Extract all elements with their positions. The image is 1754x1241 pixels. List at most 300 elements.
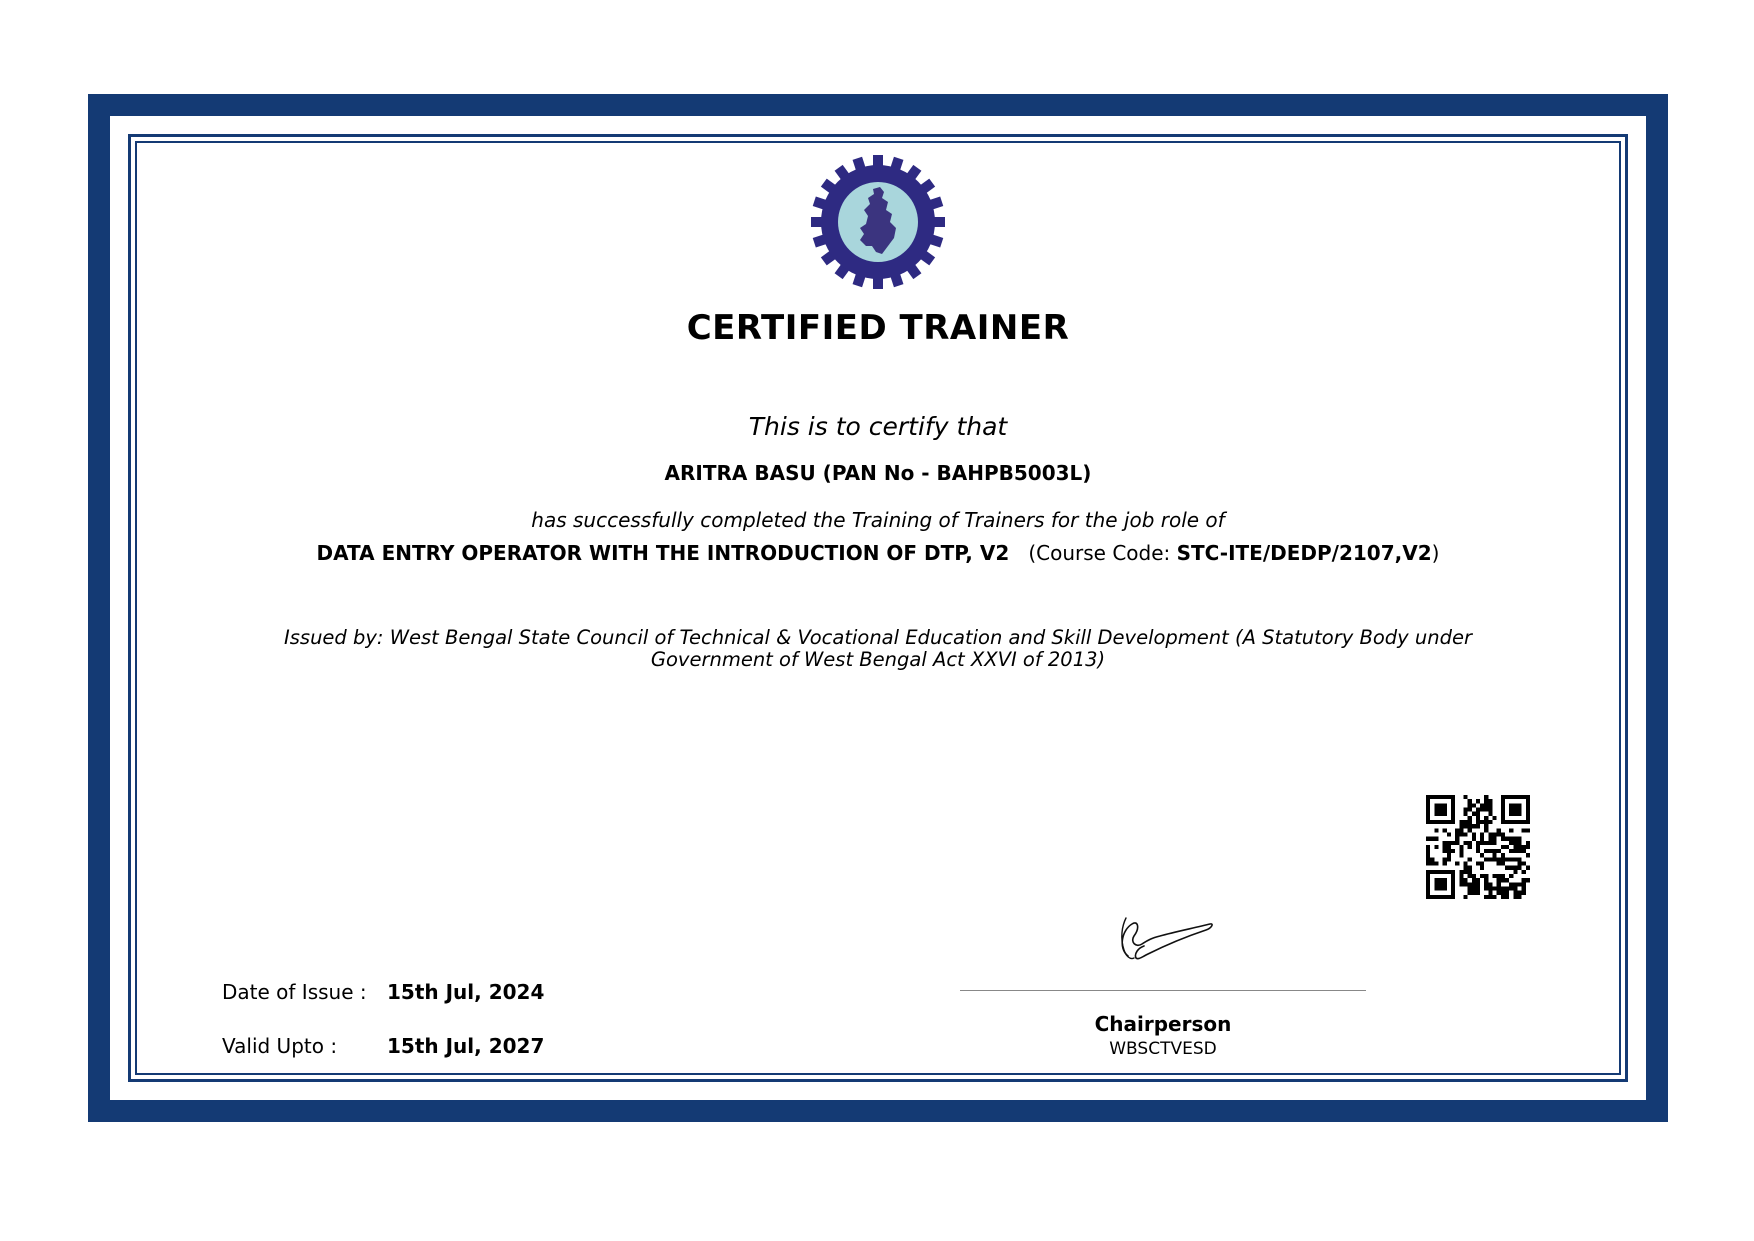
qr-module: [1438, 795, 1442, 799]
qr-module: [1509, 857, 1513, 861]
qr-module: [1513, 837, 1517, 841]
qr-module: [1463, 812, 1467, 816]
qr-module: [1459, 820, 1463, 824]
qr-module: [1518, 882, 1522, 886]
issued-by-line-1: Issued by: West Bengal State Council of Technical & Vocational Education and Skill Development (A Statutory Body under: [284, 626, 1472, 649]
qr-module: [1518, 895, 1522, 899]
qr-module: [1426, 799, 1430, 803]
qr-module: [1472, 803, 1476, 807]
qr-module: [1484, 807, 1488, 811]
qr-module: [1438, 803, 1442, 807]
qr-module: [1438, 882, 1442, 886]
qr-module: [1451, 841, 1455, 845]
qr-module: [1518, 807, 1522, 811]
qr-module: [1434, 887, 1438, 891]
qr-module: [1443, 803, 1447, 807]
qr-module: [1426, 853, 1430, 857]
qr-module: [1484, 895, 1488, 899]
qr-module: [1484, 803, 1488, 807]
qr-module: [1443, 857, 1447, 861]
qr-module: [1488, 857, 1492, 861]
qr-module: [1463, 895, 1467, 899]
qr-module: [1476, 862, 1480, 866]
qr-module: [1501, 807, 1505, 811]
qr-module: [1463, 807, 1467, 811]
qr-module: [1501, 816, 1505, 820]
qr-module: [1509, 837, 1513, 841]
qr-module: [1513, 807, 1517, 811]
qr-module: [1493, 887, 1497, 891]
qr-module: [1509, 812, 1513, 816]
qr-module: [1447, 845, 1451, 849]
issue-date-label: Date of Issue :: [222, 980, 367, 1004]
qr-module: [1430, 837, 1434, 841]
qr-module: [1438, 820, 1442, 824]
qr-module: [1501, 803, 1505, 807]
qr-module: [1472, 887, 1476, 891]
course-code: STC-ITE/DEDP/2107,V2: [1176, 541, 1432, 565]
qr-module: [1476, 882, 1480, 886]
qr-module: [1513, 795, 1517, 799]
qr-module: [1426, 845, 1430, 849]
qr-module: [1434, 882, 1438, 886]
qr-module: [1430, 795, 1434, 799]
qr-module: [1505, 795, 1509, 799]
qr-module: [1463, 862, 1467, 866]
qr-module: [1497, 849, 1501, 853]
qr-module: [1434, 812, 1438, 816]
qr-module: [1472, 832, 1476, 836]
qr-module: [1426, 807, 1430, 811]
qr-module: [1451, 878, 1455, 882]
qr-code-icon: [1426, 795, 1530, 899]
qr-module: [1451, 812, 1455, 816]
qr-module: [1434, 878, 1438, 882]
qr-module: [1472, 882, 1476, 886]
qr-module: [1484, 841, 1488, 845]
qr-module: [1438, 807, 1442, 811]
qr-module: [1501, 799, 1505, 803]
qr-module: [1509, 849, 1513, 853]
course-code-suffix: ): [1431, 541, 1440, 565]
qr-module: [1509, 795, 1513, 799]
qr-module: [1513, 803, 1517, 807]
qr-module: [1468, 820, 1472, 824]
qr-module: [1463, 841, 1467, 845]
qr-module: [1513, 841, 1517, 845]
qr-module: [1505, 857, 1509, 861]
qr-module: [1426, 803, 1430, 807]
qr-module: [1526, 799, 1530, 803]
qr-module: [1488, 807, 1492, 811]
qr-module: [1513, 887, 1517, 891]
qr-module: [1501, 845, 1505, 849]
qr-module: [1526, 841, 1530, 845]
qr-module: [1451, 816, 1455, 820]
qr-module: [1501, 874, 1505, 878]
qr-module: [1497, 862, 1501, 866]
qr-module: [1438, 895, 1442, 899]
qr-module: [1463, 878, 1467, 882]
qr-module: [1451, 799, 1455, 803]
qr-module: [1526, 816, 1530, 820]
qr-module: [1526, 795, 1530, 799]
qr-module: [1468, 891, 1472, 895]
qr-module: [1493, 874, 1497, 878]
qr-module: [1468, 799, 1472, 803]
qr-module: [1488, 803, 1492, 807]
qr-module: [1459, 882, 1463, 886]
qr-module: [1522, 862, 1526, 866]
qr-module: [1509, 807, 1513, 811]
qr-module: [1430, 820, 1434, 824]
qr-module: [1443, 887, 1447, 891]
qr-module: [1468, 816, 1472, 820]
issue-date-value: 15th Jul, 2024: [387, 980, 545, 1004]
qr-module: [1526, 820, 1530, 824]
signature-icon: [1108, 908, 1218, 968]
issued-by-text: [250, 627, 1506, 671]
qr-module: [1451, 870, 1455, 874]
qr-module: [1430, 870, 1434, 874]
qr-module: [1476, 878, 1480, 882]
qr-module: [1484, 882, 1488, 886]
qr-module: [1455, 832, 1459, 836]
qr-module: [1513, 812, 1517, 816]
qr-module: [1459, 878, 1463, 882]
qr-module: [1430, 895, 1434, 899]
qr-module: [1451, 887, 1455, 891]
qr-module: [1426, 849, 1430, 853]
qr-module: [1488, 891, 1492, 895]
qr-module: [1455, 841, 1459, 845]
qr-module: [1447, 841, 1451, 845]
qr-module: [1426, 870, 1430, 874]
qr-module: [1522, 845, 1526, 849]
qr-module: [1518, 857, 1522, 861]
qr-module: [1438, 878, 1442, 882]
qr-module: [1522, 820, 1526, 824]
qr-module: [1472, 891, 1476, 895]
qr-module: [1501, 887, 1505, 891]
qr-module: [1434, 807, 1438, 811]
qr-module: [1480, 866, 1484, 870]
qr-module: [1438, 887, 1442, 891]
qr-module: [1493, 841, 1497, 845]
qr-module: [1493, 857, 1497, 861]
qr-module: [1426, 895, 1430, 899]
qr-module: [1484, 816, 1488, 820]
qr-module: [1526, 878, 1530, 882]
qr-module: [1518, 845, 1522, 849]
qr-module: [1526, 828, 1530, 832]
qr-module: [1522, 849, 1526, 853]
qr-module: [1484, 874, 1488, 878]
qr-module: [1505, 895, 1509, 899]
qr-module: [1426, 837, 1430, 841]
qr-module: [1434, 803, 1438, 807]
signatory-title: Chairperson: [1094, 1012, 1232, 1036]
qr-module: [1509, 887, 1513, 891]
qr-module: [1447, 895, 1451, 899]
qr-module: [1451, 882, 1455, 886]
qr-module: [1501, 837, 1505, 841]
qr-module: [1472, 812, 1476, 816]
qr-module: [1463, 824, 1467, 828]
qr-module: [1438, 870, 1442, 874]
qr-module: [1484, 828, 1488, 832]
qr-module: [1426, 812, 1430, 816]
qr-module: [1443, 820, 1447, 824]
qr-module: [1518, 812, 1522, 816]
qr-module: [1505, 887, 1509, 891]
qr-module: [1451, 807, 1455, 811]
qr-module: [1476, 812, 1480, 816]
qr-module: [1434, 828, 1438, 832]
qr-module: [1513, 820, 1517, 824]
qr-module: [1476, 845, 1480, 849]
qr-module: [1509, 841, 1513, 845]
qr-module: [1430, 857, 1434, 861]
qr-module: [1426, 882, 1430, 886]
qr-module: [1459, 832, 1463, 836]
qr-module: [1451, 891, 1455, 895]
qr-module: [1468, 887, 1472, 891]
qr-module: [1472, 824, 1476, 828]
qr-module: [1443, 862, 1447, 866]
qr-module: [1488, 832, 1492, 836]
qr-module: [1468, 866, 1472, 870]
qr-module: [1501, 862, 1505, 866]
qr-module: [1505, 820, 1509, 824]
qr-module: [1434, 795, 1438, 799]
qr-module: [1443, 795, 1447, 799]
qr-module: [1459, 828, 1463, 832]
qr-module: [1426, 795, 1430, 799]
qr-module: [1459, 853, 1463, 857]
qr-module: [1493, 853, 1497, 857]
qr-module: [1451, 803, 1455, 807]
qr-module: [1447, 820, 1451, 824]
qr-module: [1459, 845, 1463, 849]
qr-module: [1501, 878, 1505, 882]
qr-module: [1513, 882, 1517, 886]
qr-module: [1509, 803, 1513, 807]
qr-module: [1526, 812, 1530, 816]
qr-module: [1480, 837, 1484, 841]
qr-module: [1480, 841, 1484, 845]
qr-module: [1451, 874, 1455, 878]
qr-module: [1518, 849, 1522, 853]
certificate-title: CERTIFIED TRAINER: [686, 308, 1070, 348]
qr-module: [1451, 795, 1455, 799]
qr-module: [1476, 849, 1480, 853]
course-code-prefix: (Course Code:: [1028, 541, 1177, 565]
qr-module: [1501, 895, 1505, 899]
qr-module: [1476, 799, 1480, 803]
qr-module: [1513, 857, 1517, 861]
qr-module: [1438, 812, 1442, 816]
qr-module: [1443, 841, 1447, 845]
qr-module: [1501, 795, 1505, 799]
qr-module: [1522, 795, 1526, 799]
qr-module: [1484, 887, 1488, 891]
qr-module: [1443, 849, 1447, 853]
qr-module: [1513, 845, 1517, 849]
qr-module: [1497, 882, 1501, 886]
qr-module: [1518, 841, 1522, 845]
qr-module: [1488, 799, 1492, 803]
qr-module: [1426, 857, 1430, 861]
qr-module: [1443, 812, 1447, 816]
qr-module: [1480, 874, 1484, 878]
qr-module: [1463, 795, 1467, 799]
job-role-line: [135, 541, 1621, 565]
qr-module: [1476, 824, 1480, 828]
qr-module: [1480, 862, 1484, 866]
qr-module: [1509, 866, 1513, 870]
qr-module: [1501, 857, 1505, 861]
qr-module: [1443, 807, 1447, 811]
qr-module: [1526, 866, 1530, 870]
qr-module: [1484, 795, 1488, 799]
qr-module: [1434, 870, 1438, 874]
qr-module: [1505, 837, 1509, 841]
qr-module: [1484, 849, 1488, 853]
qr-module: [1522, 870, 1526, 874]
qr-module: [1522, 878, 1526, 882]
qr-module: [1468, 807, 1472, 811]
qr-module: [1426, 820, 1430, 824]
qr-module: [1488, 820, 1492, 824]
qr-module: [1488, 849, 1492, 853]
qr-module: [1518, 820, 1522, 824]
qr-module: [1497, 857, 1501, 861]
qr-module: [1476, 807, 1480, 811]
qr-module: [1459, 824, 1463, 828]
qr-module: [1468, 803, 1472, 807]
qr-module: [1488, 812, 1492, 816]
qr-module: [1480, 807, 1484, 811]
qr-module: [1513, 849, 1517, 853]
qr-module: [1488, 887, 1492, 891]
qr-module: [1476, 841, 1480, 845]
qr-module: [1472, 878, 1476, 882]
qr-module: [1501, 820, 1505, 824]
qr-module: [1426, 862, 1430, 866]
completion-text: has successfully completed the Training of Trainers for the job role of: [531, 508, 1225, 532]
qr-module: [1447, 853, 1451, 857]
qr-module: [1468, 857, 1472, 861]
qr-module: [1497, 887, 1501, 891]
qr-module: [1513, 866, 1517, 870]
qr-module: [1509, 874, 1513, 878]
qr-module: [1501, 853, 1505, 857]
qr-module: [1480, 853, 1484, 857]
qr-module: [1493, 849, 1497, 853]
qr-module: [1468, 828, 1472, 832]
qr-module: [1501, 832, 1505, 836]
qr-module: [1434, 837, 1438, 841]
qr-module: [1509, 820, 1513, 824]
qr-module: [1497, 878, 1501, 882]
qr-module: [1426, 878, 1430, 882]
valid-upto-label: Valid Upto :: [222, 1034, 338, 1058]
qr-module: [1443, 845, 1447, 849]
qr-module: [1497, 891, 1501, 895]
wbsctvesd-logo-icon: [810, 154, 946, 290]
qr-module: [1505, 866, 1509, 870]
qr-module: [1484, 799, 1488, 803]
qr-module: [1447, 857, 1451, 861]
qr-module: [1522, 882, 1526, 886]
qr-module: [1468, 882, 1472, 886]
valid-upto-value: 15th Jul, 2027: [387, 1034, 545, 1058]
qr-module: [1484, 857, 1488, 861]
qr-module: [1434, 895, 1438, 899]
qr-module: [1484, 824, 1488, 828]
qr-module: [1472, 837, 1476, 841]
qr-module: [1509, 828, 1513, 832]
qr-module: [1426, 887, 1430, 891]
qr-module: [1459, 874, 1463, 878]
qr-module: [1455, 837, 1459, 841]
qr-module: [1493, 832, 1497, 836]
qr-module: [1526, 853, 1530, 857]
qr-module: [1488, 882, 1492, 886]
qr-module: [1459, 870, 1463, 874]
qr-module: [1443, 828, 1447, 832]
qr-module: [1447, 870, 1451, 874]
qr-module: [1430, 862, 1434, 866]
qr-module: [1518, 803, 1522, 807]
qr-module: [1501, 812, 1505, 816]
qr-module: [1472, 874, 1476, 878]
qr-module: [1497, 832, 1501, 836]
qr-module: [1518, 866, 1522, 870]
qr-module: [1451, 895, 1455, 899]
qr-module: [1488, 841, 1492, 845]
qr-module: [1493, 895, 1497, 899]
qr-module: [1463, 882, 1467, 886]
qr-module: [1443, 895, 1447, 899]
qr-module: [1493, 837, 1497, 841]
qr-module: [1501, 891, 1505, 895]
qr-module: [1455, 828, 1459, 832]
qr-module: [1451, 820, 1455, 824]
qr-module: [1518, 862, 1522, 866]
qr-module: [1426, 891, 1430, 895]
qr-module: [1497, 874, 1501, 878]
qr-module: [1447, 795, 1451, 799]
recipient-name: ARITRA BASU (PAN No - BAHPB5003L): [664, 461, 1092, 485]
qr-module: [1488, 895, 1492, 899]
qr-module: [1443, 882, 1447, 886]
qr-module: [1522, 887, 1526, 891]
qr-module: [1434, 820, 1438, 824]
certify-text: This is to certify that: [748, 412, 1008, 441]
qr-module: [1518, 891, 1522, 895]
qr-module: [1455, 862, 1459, 866]
qr-module: [1505, 878, 1509, 882]
qr-module: [1468, 845, 1472, 849]
qr-module: [1476, 816, 1480, 820]
qr-module: [1513, 870, 1517, 874]
qr-module: [1463, 870, 1467, 874]
qr-module: [1443, 870, 1447, 874]
qr-module: [1484, 820, 1488, 824]
qr-module: [1522, 891, 1526, 895]
